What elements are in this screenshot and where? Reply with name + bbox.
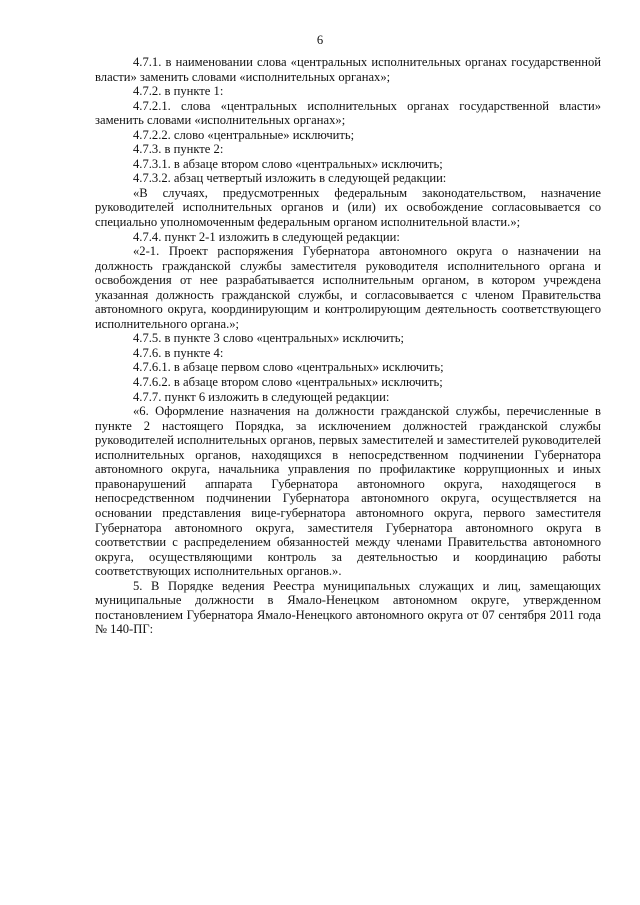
document-body (95, 55, 601, 637)
paragraph-4-7-6: 4.7.6. в пункте 4: (133, 345, 224, 360)
quoted-paragraph-6: «6. Оформление назначения на должности гражданской службы, перечисленные в пункте 2 настоящего Порядка, за исключением должностей гражданской службы руководителей исполнительных органов, первых заместителей и заместителей руководителей исполнительных органов, находящихся в непосредственном подчинении Губернатора автономного округа, начальника управления по профилактике коррупционных и иных правонарушений аппарата Губернатора автономного округа, находящегося в непосредственном подчинении Губернатора автономного округа, осуществляется на основании представления вице-губернатора автономного округа, первого заместителя Губернатора автономного округа, заместителя Губернатора автономного округа в соответствии с распределением обязанностей между членами Правительства автономного округа, осуществляющими контроль за деятельностью и координацию работы соответствующих исполнительных органов.». (95, 404, 601, 579)
paragraph-4-7-7: 4.7.7. пункт 6 изложить в следующей редакции: (133, 389, 390, 404)
paragraph-4-7-2: 4.7.2. в пункте 1: (133, 84, 224, 99)
paragraph-4-7-4: 4.7.4. пункт 2-1 изложить в следующей редакции: (133, 229, 400, 244)
page-number: 6 (316, 33, 324, 47)
paragraph-4-7-5: 4.7.5. в пункте 3 слово «центральных» исключить; (133, 331, 404, 346)
paragraph-4-7-2-2: 4.7.2.2. слово «центральные» исключить; (133, 127, 355, 142)
paragraph-4-7-3: 4.7.3. в пункте 2: (133, 142, 224, 157)
paragraph-5: 5. В Порядке ведения Реестра муниципальных служащих и лиц, замещающих муниципальные должности в Ямало-Ненецком автономном округе, утвержденном постановлением Губернатора Ямало-Ненецкого автономного округа от 07 сентября 2011 года № 140-ПГ: (95, 578, 601, 637)
quoted-paragraph-2-1: «2-1. Проект распоряжения Губернатора автономного округа о назначении на должность гражданской службы заместителя руководителя исполнительного органа и освобождения от нее разрабатывается исполнительным органом, в котором учреждена указанная должность гражданской службы, и согласовывается с членом Правительства автономного округа, координирующим и контролирующим деятельность соответствующего исполнительного органа.»; (95, 244, 601, 331)
paragraph-4-7-1: 4.7.1. в наименовании слова «центральных исполнительных органах государственной власти» заменить словами «исполнительных органах»; (95, 55, 601, 84)
paragraph-4-7-6-1: 4.7.6.1. в абзаце первом слово «центральных» исключить; (133, 360, 444, 375)
paragraph-4-7-2-1: 4.7.2.1. слова «центральных исполнительных органах государственной власти» заменить словами «исполнительных органах»; (95, 98, 601, 128)
paragraph-4-7-6-2: 4.7.6.2. в абзаце втором слово «центральных» исключить; (133, 375, 443, 390)
quoted-paragraph-cases: «В случаях, предусмотренных федеральным законодательством, назначение руководителей исполнительных органов и (или) их освобождение согласовывается со специально уполномоченным федеральным органом исполнительной власти.»; (95, 185, 601, 230)
paragraph-4-7-3-2: 4.7.3.2. абзац четвертый изложить в следующей редакции: (133, 171, 447, 186)
paragraph-4-7-3-1: 4.7.3.1. в абзаце втором слово «центральных» исключить; (133, 156, 443, 171)
